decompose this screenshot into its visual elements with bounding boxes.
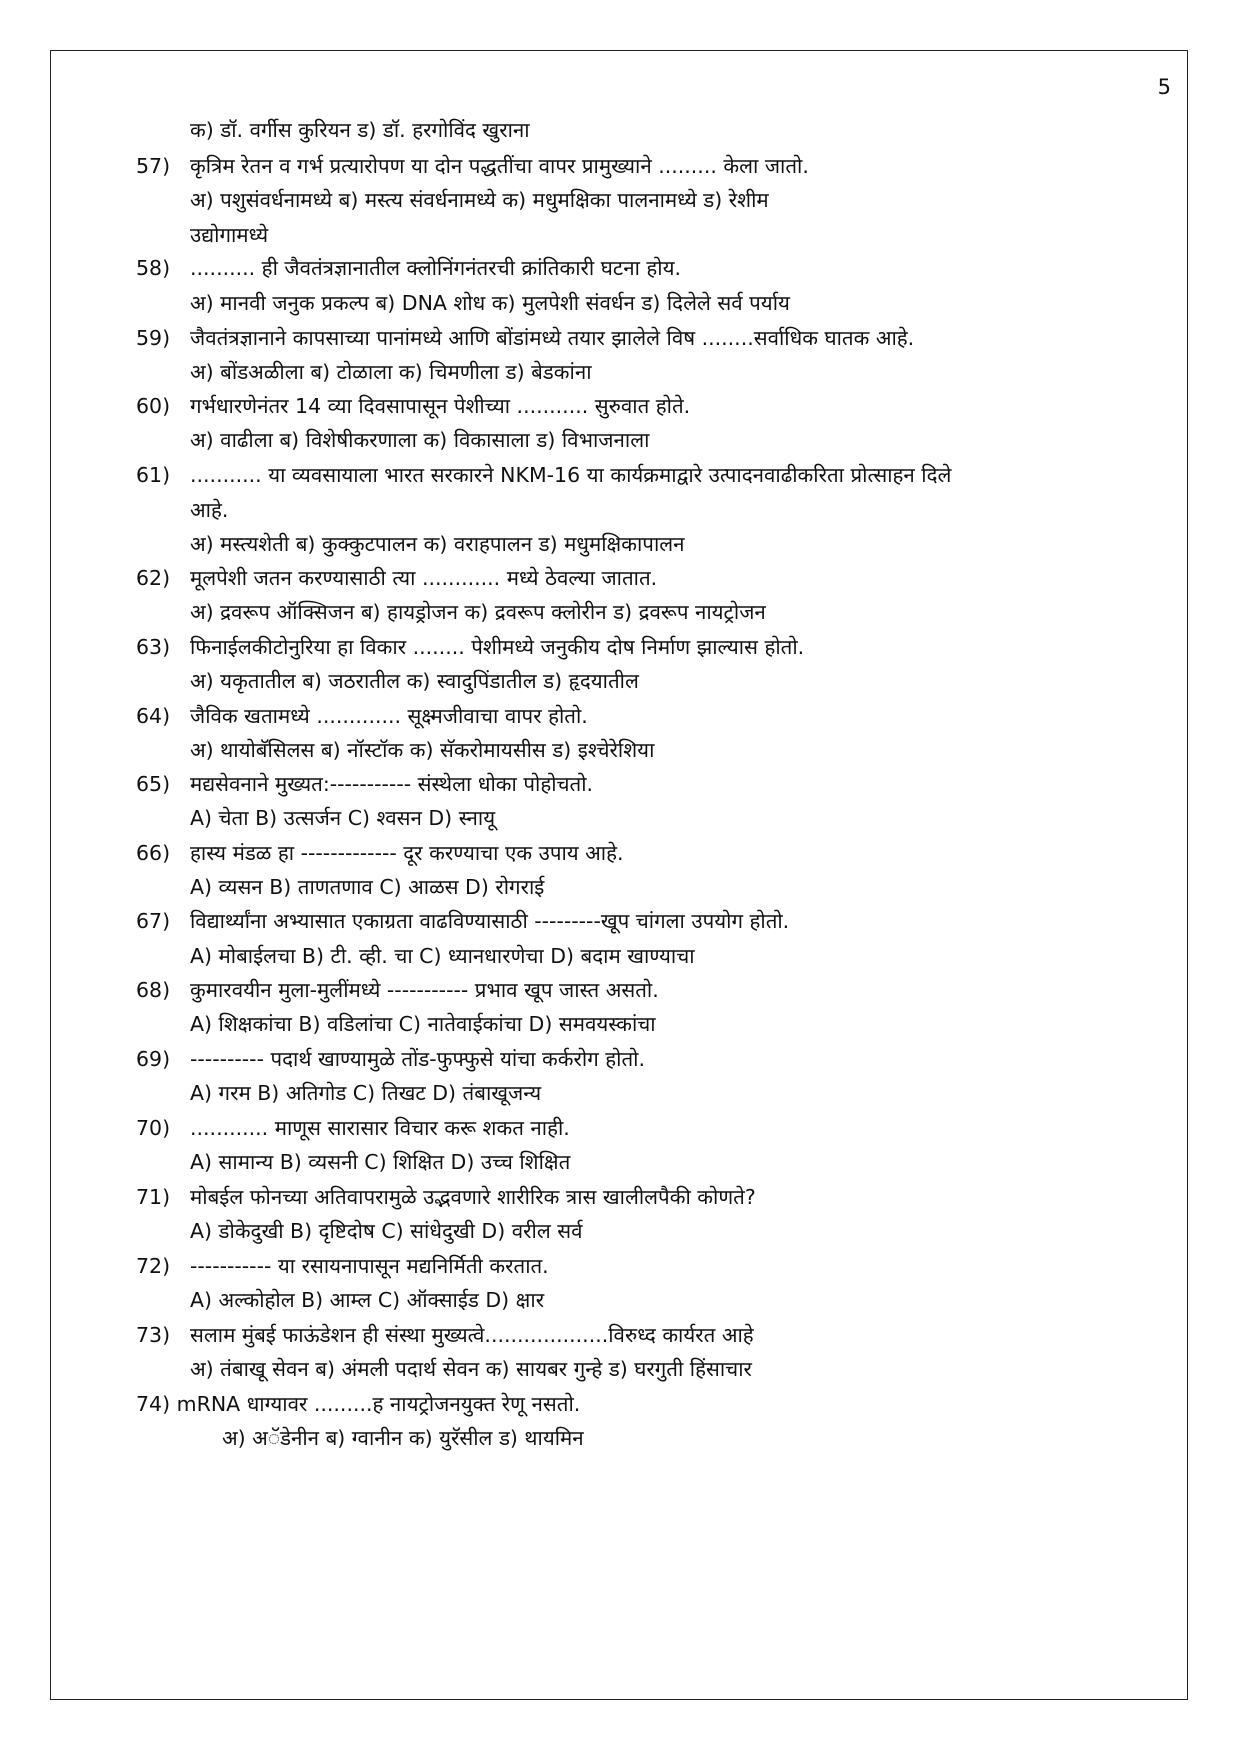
question-number: 59) bbox=[136, 326, 171, 350]
option-text: A) गरम B) अतिगोड C) तिखट D) तंबाखूजन्य bbox=[190, 1081, 542, 1105]
option-text: अ) बोंडअळीला ब) टोळाला क) चिमणीला ड) बेडकांना bbox=[190, 360, 592, 384]
option-text: अ) तंबाखू सेवन ब) अंमली पदार्थ सेवन क) सायबर गुन्हे ड) घरगुती हिंसाचार bbox=[190, 1357, 752, 1381]
option-text: A) सामान्य B) व्यसनी C) शिक्षित D) उच्च शिक्षित bbox=[190, 1150, 571, 1174]
option-text: A) मोबाईलचा B) टी. व्ही. चा C) ध्यानधारणेचा D) बदाम खाण्याचा bbox=[190, 944, 695, 968]
question-text: .......... ही जैवतंत्रज्ञानातील क्लोनिंगनंतरची क्रांतिकारी घटना होय. bbox=[190, 256, 682, 280]
question-number: 60) bbox=[136, 394, 171, 418]
question-number: 66) bbox=[136, 841, 171, 865]
option-text: अ) यकृतातील ब) जठरातील क) स्वादुपिंडातील ड) हृदयातील bbox=[190, 669, 639, 693]
question-text: जैविक खतामध्ये ............. सूक्ष्मजीवाचा वापर होतो. bbox=[190, 704, 588, 728]
question-number: 63) bbox=[136, 635, 171, 659]
option-text: अ) मानवी जनुक प्रकल्प ब) DNA शोध क) मुलपेशी संवर्धन ड) दिलेले सर्व पर्याय bbox=[190, 291, 790, 315]
question-number: 67) bbox=[136, 909, 171, 933]
question-number: 61) bbox=[136, 463, 171, 487]
page-number: 5 bbox=[1157, 75, 1171, 99]
question-number: 72) bbox=[136, 1254, 171, 1278]
question-text: ............ माणूस सारासार विचार करू शकत नाही. bbox=[190, 1116, 570, 1140]
question-number: 73) bbox=[136, 1323, 171, 1347]
option-text: A) व्यसन B) ताणतणाव C) आळस D) रोगराई bbox=[190, 875, 545, 899]
option-text: अ) वाढीला ब) विशेषीकरणाला क) विकासाला ड) विभाजनाला bbox=[190, 428, 650, 452]
option-text: अ) पशुसंवर्धनामध्ये ब) मस्त्य संवर्धनामध्ये क) मधुमक्षिका पालनामध्ये ड) रेशीम bbox=[190, 188, 769, 212]
question-text: फिनाईलकीटोनुरिया हा विकार ........ पेशीमध्ये जनुकीय दोष निर्माण झाल्यास होतो. bbox=[190, 635, 805, 659]
option-text: A) शिक्षकांचा B) वडिलांचा C) नातेवाईकांचा D) समवयस्कांचा bbox=[190, 1012, 656, 1036]
question-text: जैवतंत्रज्ञानाने कापसाच्या पानांमध्ये आणि बोंडांमध्ये तयार झालेले विष ........सर्वाधिक घातक आहे. bbox=[190, 326, 915, 350]
question-text: कुमारवयीन मुला-मुलींमध्ये ----------- प्रभाव खूप जास्त असतो. bbox=[190, 978, 659, 1002]
question-text: ----------- या रसायनापासून मद्यनिर्मिती करतात. bbox=[190, 1254, 549, 1278]
question-number: 68) bbox=[136, 978, 171, 1002]
question-text: कृत्रिम रेतन व गर्भ प्रत्यारोपण या दोन पद्धतींचा वापर प्रामुख्याने ......... केला जातो. bbox=[190, 154, 809, 178]
question-text: मोबईल फोनच्या अतिवापरामुळे उद्भवणारे शारीरिक त्रास खालीलपैकी कोणते? bbox=[190, 1185, 756, 1209]
question-number: 62) bbox=[136, 566, 171, 590]
question-number: 65) bbox=[136, 772, 171, 796]
option-text: अ) थायोबॅसिलस ब) नॉस्टॉक क) सॅकरोमायसीस ड) इश्चेरेशिया bbox=[190, 738, 655, 762]
question-text: हास्य मंडळ हा ------------- दूर करण्याचा एक उपाय आहे. bbox=[190, 841, 624, 865]
option-text: क) डॉ. वर्गीस कुरियन ड) डॉ. हरगोविंद खुराना bbox=[190, 118, 530, 142]
question-text: सलाम मुंबई फाऊंडेशन ही संस्था मुख्यत्वे...................विरुध्द कार्यरत आहे bbox=[190, 1323, 754, 1347]
option-text: उद्योगामध्ये bbox=[190, 223, 269, 247]
question-text: मद्यसेवनाने मुख्यत:----------- संस्थेला धोका पोहोचतो. bbox=[190, 772, 594, 796]
question-number: 58) bbox=[136, 256, 171, 280]
option-text: A) डोकेदुखी B) दृष्टिदोष C) सांधेदुखी D) वरील सर्व bbox=[190, 1219, 583, 1243]
question-text: गर्भधारणेनंतर 14 व्या दिवसापासून पेशीच्या ........... सुरुवात होते. bbox=[190, 394, 691, 418]
question-text: ........... या व्यवसायाला भारत सरकारने NKM-16 या कार्यक्रमाद्वारे उत्पादनवाढीकरिता प्रोत्साहन दिले bbox=[190, 463, 952, 487]
question-text: मूलपेशी जतन करण्यासाठी त्या ............ मध्ये ठेवल्या जातात. bbox=[190, 566, 658, 590]
question-number: 57) bbox=[136, 154, 171, 178]
option-text: आहे. bbox=[190, 498, 229, 522]
option-text: अ) द्रवरूप ऑक्सिजन ब) हायड्रोजन क) द्रवरूप क्लोरीन ड) द्रवरूप नायट्रोजन bbox=[190, 600, 766, 624]
question-text: विद्यार्थ्यांना अभ्यासात एकाग्रता वाढविण्यासाठी ---------खूप चांगला उपयोग होतो. bbox=[190, 909, 790, 933]
option-text: A) चेता B) उत्सर्जन C) श्वसन D) स्नायू bbox=[190, 806, 496, 830]
question-number: 70) bbox=[136, 1116, 171, 1140]
option-text: अ) अॅडेनीन ब) ग्वानीन क) युरॅसील ड) थायमिन bbox=[222, 1426, 584, 1450]
question-text: ---------- पदार्थ खाण्यामुळे तोंड-फुफ्फुसे यांचा कर्करोग होतो. bbox=[190, 1047, 645, 1071]
option-text: 74) mRNA धाग्यावर .........ह नायट्रोजनयुक्त रेणू नसतो. bbox=[136, 1392, 581, 1416]
option-text: अ) मस्त्यशेती ब) कुक्कुटपालन क) वराहपालन ड) मधुमक्षिकापालन bbox=[190, 532, 685, 556]
question-number: 71) bbox=[136, 1185, 171, 1209]
option-text: A) अल्कोहोल B) आम्ल C) ऑक्साईड D) क्षार bbox=[190, 1288, 545, 1312]
question-number: 64) bbox=[136, 704, 171, 728]
question-number: 69) bbox=[136, 1047, 171, 1071]
